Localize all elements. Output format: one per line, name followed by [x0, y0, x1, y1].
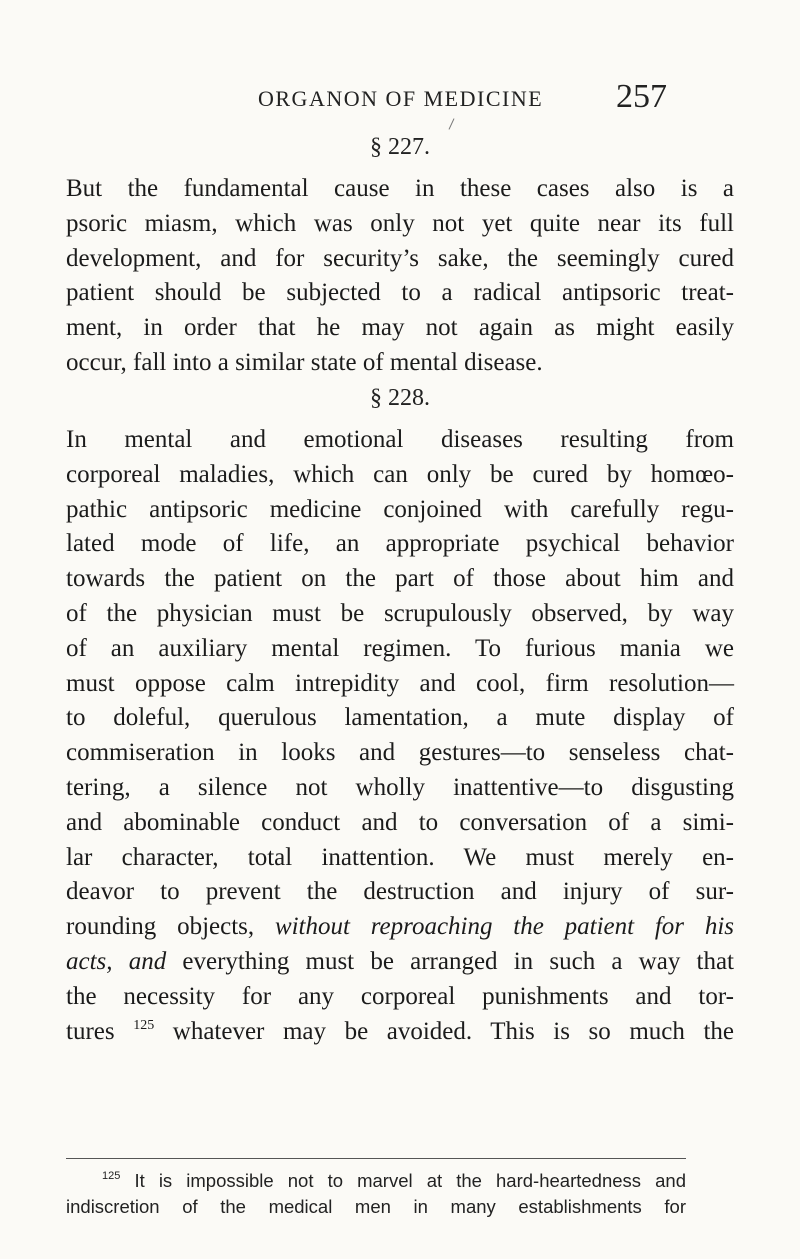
footnote-line: indiscretion of the medical men in many establishments for	[66, 1196, 686, 1217]
text-line: But the fundamental cause in these cases also is a	[66, 175, 734, 202]
text-line-mixed	[66, 1015, 734, 1050]
footnote-number: 125	[102, 1170, 121, 1182]
footnote-125	[66, 1168, 686, 1220]
footnote-text: It is impossible not to marvel at the hard-heartedness and	[120, 1170, 686, 1191]
text-line: deavor to prevent the destruction and injury of sur-	[66, 878, 734, 906]
footnote-line	[66, 1168, 686, 1194]
section-heading-228: § 228.	[370, 385, 430, 411]
text-line: tering, a silence not wholly inattentive—to disgusting	[66, 773, 734, 801]
footnote-reference[interactable]: 125	[133, 1017, 155, 1033]
text-run: tures	[66, 1017, 134, 1045]
running-title: ORGANON OF MEDICINE	[258, 86, 544, 111]
italic-run: without reproaching the patient for his	[274, 913, 734, 941]
text-line: lar character, total inattention. We must merely en-	[66, 843, 734, 871]
paragraph-228	[66, 423, 734, 1049]
text-line: must oppose calm intrepidity and cool, firm resolution—	[66, 669, 734, 697]
text-line: development, and for security’s sake, the seemingly cured	[66, 244, 734, 272]
text-line: psoric miasm, which was only not yet quite near its full	[66, 209, 734, 237]
text-line: In mental and emotional diseases resulting from	[66, 426, 734, 453]
section-heading-227: § 227.	[370, 134, 430, 160]
text-line-mixed	[66, 910, 734, 945]
text-line: towards the patient on the part of those about him and	[66, 565, 734, 593]
text-line: to doleful, querulous lamentation, a mute display of	[66, 704, 734, 732]
italic-run: acts, and	[66, 947, 167, 975]
text-line: pathic antipsoric medicine conjoined with carefully regu-	[66, 495, 734, 523]
text-line: of the physician must be scrupulously observed, by way	[66, 599, 734, 627]
text-line: the necessity for any corporeal punishments and tor-	[66, 982, 734, 1010]
text-line-mixed	[66, 945, 734, 980]
page-number: 257	[616, 78, 667, 115]
text-run: whatever may be avoided. This is so much the	[154, 1017, 734, 1045]
running-head	[0, 78, 800, 124]
text-line: corporeal maladies, which can only be cured by homœo-	[66, 460, 734, 488]
text-line: of an auxiliary mental regimen. To furious mania we	[66, 634, 734, 662]
text-line: commiseration in looks and gestures—to senseless chat-	[66, 739, 734, 767]
text-line: lated mode of life, an appropriate psychical behavior	[66, 530, 734, 558]
text-run: rounding objects,	[66, 913, 275, 941]
text-line: ment, in order that he may not again as might easily	[66, 314, 734, 342]
text-run: everything must be arranged in such a way that	[166, 947, 734, 975]
footnote-divider	[66, 1158, 686, 1159]
text-line: and abominable conduct and to conversation of a simi-	[66, 808, 734, 836]
text-line: patient should be subjected to a radical antipsoric treat-	[66, 279, 734, 307]
text-line: occur, fall into a similar state of mental disease.	[66, 348, 543, 376]
paragraph-227	[66, 172, 734, 381]
